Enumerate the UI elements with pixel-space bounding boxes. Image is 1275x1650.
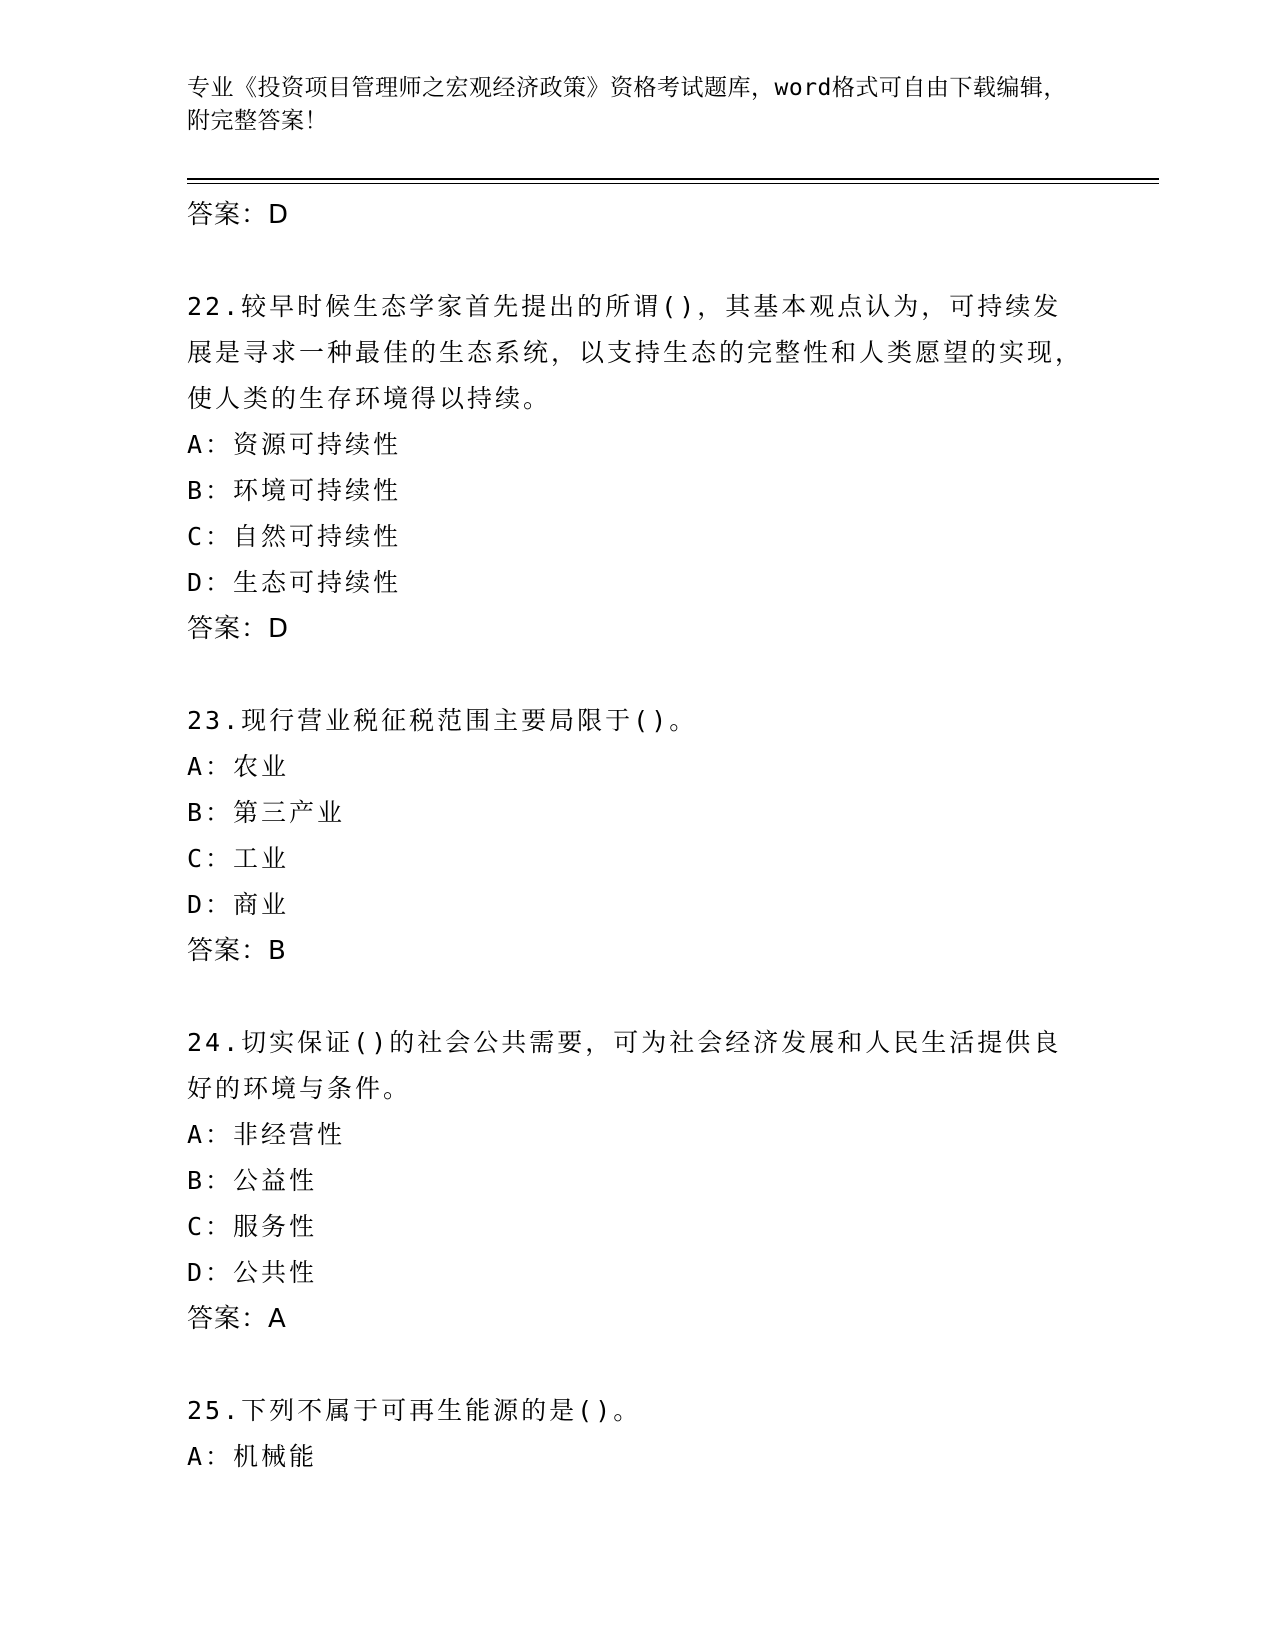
option-d: D：生态可持续性 [187, 568, 402, 597]
answer-line: 答案：A [187, 1304, 287, 1334]
option-c: C：工业 [187, 844, 290, 873]
header-divider-thin [187, 183, 1159, 184]
question-block-23 [187, 698, 1087, 974]
header-divider-thick [187, 178, 1159, 180]
question-block-22 [187, 284, 1087, 652]
answer-line: 答案：D [187, 200, 290, 230]
question-text: 24.切实保证()的社会公共需要，可为社会经济发展和人民生活提供良好的环境与条件。 [187, 1028, 1062, 1103]
question-list [187, 192, 1087, 1480]
answer-line: 答案：B [187, 936, 287, 966]
question-text: 23.现行营业税征税范围主要局限于()。 [187, 706, 698, 735]
option-a: A：农业 [187, 752, 290, 781]
question-block-25 [187, 1388, 1087, 1480]
option-d: D：商业 [187, 890, 290, 919]
option-b: B：公益性 [187, 1166, 318, 1195]
answer-line: 答案：D [187, 614, 290, 644]
document-header: 专业《投资项目管理师之宏观经济政策》资格考试题库，word格式可自由下载编辑，附完整答案！ [187, 75, 1067, 134]
option-b: B：第三产业 [187, 798, 346, 827]
option-b: B：环境可持续性 [187, 476, 402, 505]
option-a: A：机械能 [187, 1442, 318, 1471]
option-d: D：公共性 [187, 1258, 318, 1287]
question-text: 22.较早时候生态学家首先提出的所谓()，其基本观点认为，可持续发展是寻求一种最佳的生态系统，以支持生态的完整性和人类愿望的实现，使人类的生存环境得以持续。 [187, 292, 1084, 413]
question-block-24 [187, 1020, 1087, 1342]
option-c: C：服务性 [187, 1212, 318, 1241]
question-text: 25.下列不属于可再生能源的是()。 [187, 1396, 642, 1425]
option-a: A：资源可持续性 [187, 430, 402, 459]
option-a: A：非经营性 [187, 1120, 346, 1149]
option-c: C：自然可持续性 [187, 522, 402, 551]
